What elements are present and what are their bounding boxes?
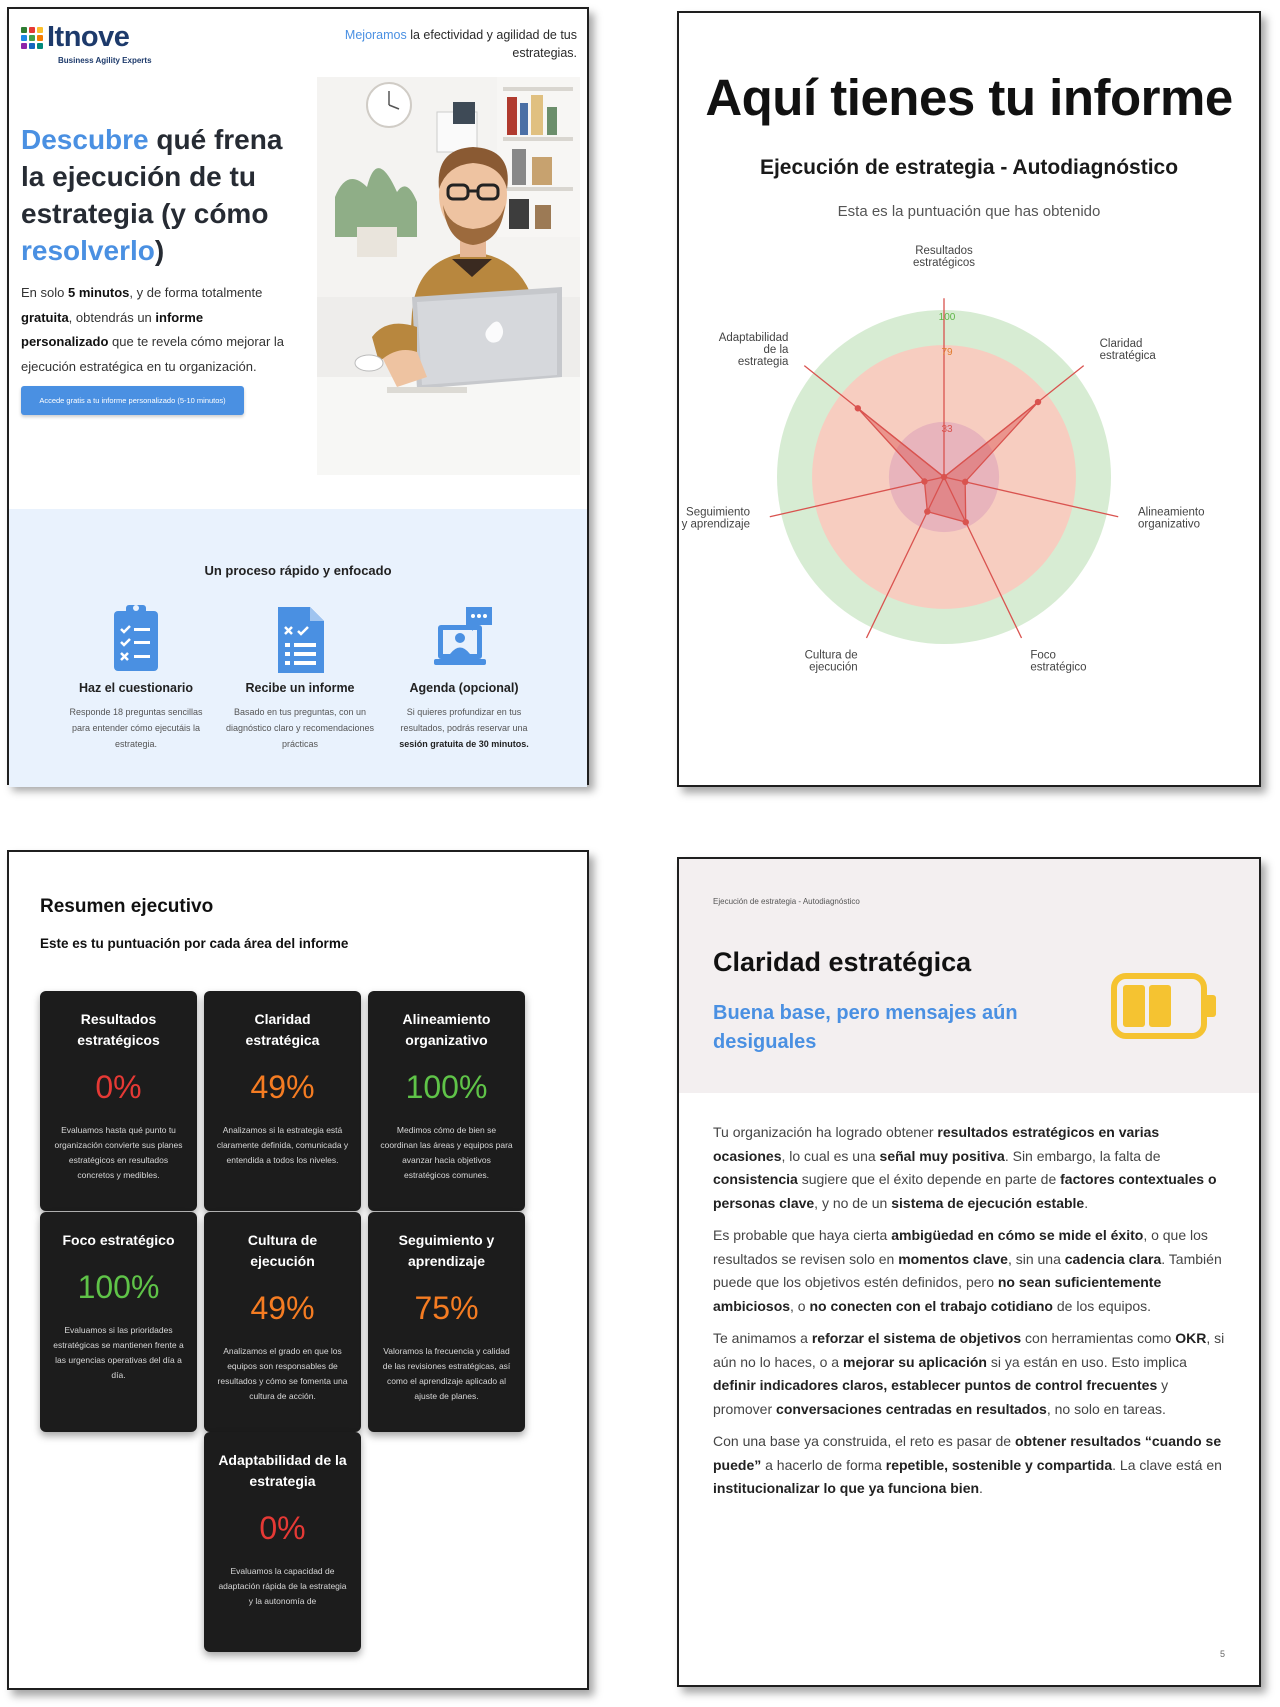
logo-dot <box>37 35 43 41</box>
video-call-icon <box>434 601 494 675</box>
step-desc-text: Basado en tus preguntas, con un diagnóstico claro y recomendaciones prácticas <box>225 707 375 749</box>
logo-dot <box>21 35 27 41</box>
radar-axis-label-line: estratégica <box>1099 349 1156 362</box>
tile-title: Resultados estratégicos <box>77 1011 160 1048</box>
radar-axis-label-line: estratégicos <box>912 257 976 269</box>
tile-description: Medimos cómo de bien se coordinan las áreas y equipos para avanzar hacia objetivos estratégicos comunes. <box>380 1125 513 1180</box>
step-description <box>61 704 211 752</box>
tile-score: 75% <box>414 1290 479 1326</box>
page-number: 5 <box>1219 1649 1225 1659</box>
score-tile <box>368 991 525 1211</box>
radar-point <box>941 474 947 480</box>
radar-axis-label-line: Adaptabilidad <box>718 331 789 344</box>
radar-tick-label: 100 <box>938 312 956 323</box>
executive-summary-card <box>7 850 589 1690</box>
body-text: con herramientas como <box>1021 1330 1176 1346</box>
body-text: . <box>1084 1194 1089 1211</box>
step-title: Agenda (opcional) <box>409 681 519 695</box>
step-desc-bold: sesión gratuita de 30 minutos. <box>399 739 529 749</box>
detail-body <box>713 1121 1229 1510</box>
logo-dot <box>37 27 43 33</box>
intro-text: En solo <box>21 285 68 300</box>
emphasis-text: no conecten con el trabajo cotidiano <box>809 1297 1053 1314</box>
radar-axis-label-line: organizativo <box>1138 518 1201 531</box>
radar-axis-label-line: de la <box>763 343 789 356</box>
emphasis-text: resultados estratégicos en varias ocasiones <box>713 1124 1160 1164</box>
emphasis-text: factores contextuales o personas clave <box>713 1171 1217 1211</box>
body-text: , lo cual es una <box>781 1147 880 1164</box>
logo-dot <box>37 43 43 49</box>
body-text: a hacerlo de forma <box>761 1456 886 1473</box>
detail-paragraph <box>713 1430 1229 1501</box>
detail-header <box>679 859 1259 1093</box>
emphasis-text: obtener resultados “cuando se puede” <box>713 1433 1222 1473</box>
report-document-icon <box>270 601 330 675</box>
score-tile <box>204 1432 361 1652</box>
report-cover-card <box>677 11 1261 787</box>
radar-axis-label-line: Resultados <box>915 245 973 257</box>
emphasis-text: momentos clave <box>898 1250 1008 1267</box>
summary-title: Resumen ejecutivo <box>40 896 214 917</box>
intro-bold: 5 minutos <box>67 285 130 300</box>
radar-tick-label: 33 <box>941 423 953 435</box>
summary-subtitle: Este es tu puntuación por cada área del informe <box>40 936 349 951</box>
intro-bold: informe personalizado <box>21 309 204 349</box>
detail-paragraph <box>713 1224 1229 1318</box>
tile-score: 0% <box>95 1069 142 1105</box>
get-report-button[interactable]: Accede gratis a tu informe personalizado (5-10 minutos) <box>21 386 244 415</box>
emphasis-text: sistema de ejecución estable <box>891 1194 1085 1211</box>
emphasis-text: OKR <box>1175 1330 1207 1346</box>
emphasis-text: señal muy positiva <box>879 1147 1005 1164</box>
radar-axis-label-line: estratégico <box>1030 661 1087 674</box>
body-text: , no solo en tareas. <box>1046 1400 1166 1417</box>
score-tile <box>368 1212 525 1432</box>
emphasis-text: consistencia <box>713 1171 798 1187</box>
emphasis-text: no sean suficientemente ambiciosos <box>713 1274 1162 1314</box>
logo-name: Itnove <box>47 21 130 53</box>
tagline-rest: la efectividad y agilidad de tus estrategias. <box>406 28 577 60</box>
step-title: Recibe un informe <box>245 681 355 695</box>
radar-axis-label <box>1030 649 1086 673</box>
detail-title: Claridad estratégica <box>713 947 972 977</box>
score-tile <box>204 991 361 1211</box>
body-text: , y no de un <box>814 1194 892 1211</box>
radar-axis-label <box>682 506 750 530</box>
body-text: . Sin embargo, la falta de <box>1004 1147 1161 1164</box>
intro-text: , y de forma totalmente <box>129 285 263 300</box>
radar-chart <box>679 245 1263 733</box>
tile-title: Cultura de ejecución <box>247 1232 318 1269</box>
logo-dot <box>29 35 35 41</box>
emphasis-text: conversaciones centradas en resultados <box>776 1400 1047 1417</box>
body-text: , o <box>790 1297 810 1314</box>
tile-title: Adaptabilidad de la estrategia <box>218 1452 347 1489</box>
radar-axis-label <box>1138 506 1204 530</box>
body-text: , sin una <box>1007 1250 1065 1267</box>
detail-subtitle: Buena base, pero mensajes aún desiguales <box>713 1002 1018 1053</box>
body-text: sugiere que el éxito depende en parte de <box>797 1171 1061 1187</box>
radar-point <box>963 519 969 525</box>
tile-score: 100% <box>77 1269 160 1305</box>
tile-description: Evaluamos la capacidad de adaptación rápida de la estrategia y la autonomía de <box>218 1566 347 1606</box>
emphasis-text: ambigüedad en cómo se mide el éxito <box>891 1227 1144 1243</box>
radar-point <box>921 478 927 484</box>
tile-title: Claridad estratégica <box>245 1011 320 1048</box>
emphasis-text: reforzar el sistema de objetivos <box>811 1330 1022 1346</box>
detail-page-card <box>677 857 1261 1687</box>
body-text: Tu organización ha logrado obtener <box>713 1124 938 1140</box>
radar-axis-label <box>913 245 975 269</box>
body-text: de los equipos. <box>1052 1297 1152 1314</box>
logo-dot <box>21 27 27 33</box>
logo-dot <box>29 27 35 33</box>
body-text: Es probable que haya cierta <box>713 1227 892 1243</box>
tile-score: 100% <box>405 1069 488 1105</box>
body-text: , o que los resultados se revisen solo en <box>713 1227 1208 1267</box>
process-title: Un proceso rápido y enfocado <box>204 563 392 578</box>
process-section <box>9 509 587 787</box>
detail-paragraph <box>713 1121 1229 1215</box>
intro-bold: gratuita <box>21 309 69 325</box>
body-text: . <box>979 1480 983 1496</box>
body-text: . También puede que los objetivos estén definidos, pero <box>713 1250 1222 1290</box>
logo-dot <box>29 43 35 49</box>
headline-accent-1: Descubre <box>21 124 149 155</box>
hero-intro <box>21 281 291 379</box>
landing-page-card <box>7 7 589 785</box>
step-desc-text: Si quieres profundizar en tus resultados, podrás reservar una <box>400 707 528 733</box>
tile-description: Analizamos si la estrategia está claramente definida, comunicada y entendida a todos los niveles. <box>216 1125 349 1165</box>
radar-axis-label-line: Claridad <box>1099 337 1143 350</box>
radar-point <box>962 479 968 485</box>
radar-axis-label <box>719 332 789 368</box>
emphasis-text: definir indicadores claros, establecer puntos de control frecuentes <box>713 1377 1158 1393</box>
radar-point <box>855 405 861 411</box>
tile-description: Evaluamos hasta qué punto tu organización convierte sus planes estratégicos en resultados concretos y medibles. <box>54 1125 183 1180</box>
tile-score: 49% <box>250 1290 315 1326</box>
emphasis-text: repetible, sostenible y compartida <box>885 1456 1113 1473</box>
headline-text: qué frena la ejecución de tu estrategia (y cómo <box>21 124 283 229</box>
step-title: Haz el cuestionario <box>79 681 193 695</box>
radar-axis-label <box>805 649 858 673</box>
headline-accent-2: resolverlo <box>21 235 155 266</box>
score-tile <box>40 991 197 1211</box>
radar-point <box>924 508 930 514</box>
breadcrumb: Ejecución de estrategia - Autodiagnóstico <box>713 897 860 906</box>
radar-axis-label <box>1100 338 1157 362</box>
body-text: , si aún no lo haces, o a <box>713 1330 1225 1370</box>
hero-photo <box>317 77 580 475</box>
intro-text: que te revela cómo mejorar la ejecución estratégica en tu organización. <box>21 334 285 374</box>
battery-medium-icon <box>1111 973 1221 1039</box>
score-tile <box>204 1212 361 1432</box>
body-text: Te animamos a <box>713 1330 812 1346</box>
radar-tick-label: 79 <box>941 347 953 359</box>
hero-headline <box>21 121 291 269</box>
clipboard-checklist-icon <box>106 601 166 675</box>
score-tile <box>40 1212 197 1432</box>
radar-axis-label-line: estrategia <box>737 355 789 368</box>
tile-title: Foco estratégico <box>62 1232 175 1248</box>
body-text: Con una base ya construida, el reto es pasar de <box>713 1433 1015 1449</box>
step-report <box>225 601 375 752</box>
step-schedule <box>389 601 539 752</box>
logo-tagline: Business Agility Experts <box>58 56 152 65</box>
logo-dot <box>21 43 27 49</box>
radar-axis-label-line: y aprendizaje <box>681 518 750 531</box>
body-text: . La clave está en <box>1112 1456 1222 1473</box>
emphasis-text: cadencia clara <box>1064 1250 1162 1267</box>
body-text: y promover <box>713 1377 1169 1417</box>
tile-score: 0% <box>259 1510 306 1546</box>
radar-axis-label-line: Cultura de <box>804 649 858 662</box>
body-text: si ya están en uso. Esto implica <box>986 1353 1187 1370</box>
step-desc-text: Responde 18 preguntas sencillas para entender cómo ejecutáis la estrategia. <box>69 707 203 749</box>
radar-axis-label-line: Seguimiento <box>686 506 750 519</box>
emphasis-text: institucionalizar lo que ya funciona bien <box>713 1480 980 1496</box>
tile-description: Analizamos el grado en que los equipos son responsables de resultados y cómo se fomenta una cultura de acción. <box>217 1346 348 1401</box>
step-questionnaire <box>61 601 211 752</box>
headline-end: ) <box>154 235 165 266</box>
radar-point <box>1035 399 1041 405</box>
logo-grid-icon <box>21 27 43 49</box>
radar-axis-label-line: ejecución <box>809 661 858 674</box>
tile-description: Evaluamos si las prioridades estratégicas se mantienen frente a las urgencias operativas del día a día. <box>53 1325 184 1380</box>
report-subtitle: Ejecución de estrategia - Autodiagnóstico <box>759 156 1179 179</box>
radar-axis-label-line: Foco <box>1030 649 1056 662</box>
intro-text: , obtendrás un <box>68 309 156 325</box>
tile-title: Seguimiento y aprendizaje <box>398 1232 495 1269</box>
man-at-laptop-illustration <box>317 77 580 475</box>
tile-title: Alineamiento organizativo <box>402 1011 491 1048</box>
score-caption: Esta es la puntuación que has obtenido <box>837 203 1101 220</box>
tile-score: 49% <box>250 1069 315 1105</box>
radar-axis-label-line: Alineamiento <box>1138 506 1205 519</box>
step-description <box>389 704 539 752</box>
emphasis-text: mejorar su aplicación <box>843 1353 987 1370</box>
report-title: Aquí tienes tu informe <box>705 69 1233 126</box>
itnove-logo[interactable] <box>21 21 161 71</box>
tagline-accent: Mejoramos <box>344 28 407 42</box>
header-tagline <box>307 26 577 62</box>
detail-paragraph <box>713 1327 1229 1421</box>
step-description <box>225 704 375 752</box>
tile-description: Valoramos la frecuencia y calidad de las revisiones estratégicas, así como el aprendizaje aplicado al ajuste de planes. <box>382 1346 511 1401</box>
